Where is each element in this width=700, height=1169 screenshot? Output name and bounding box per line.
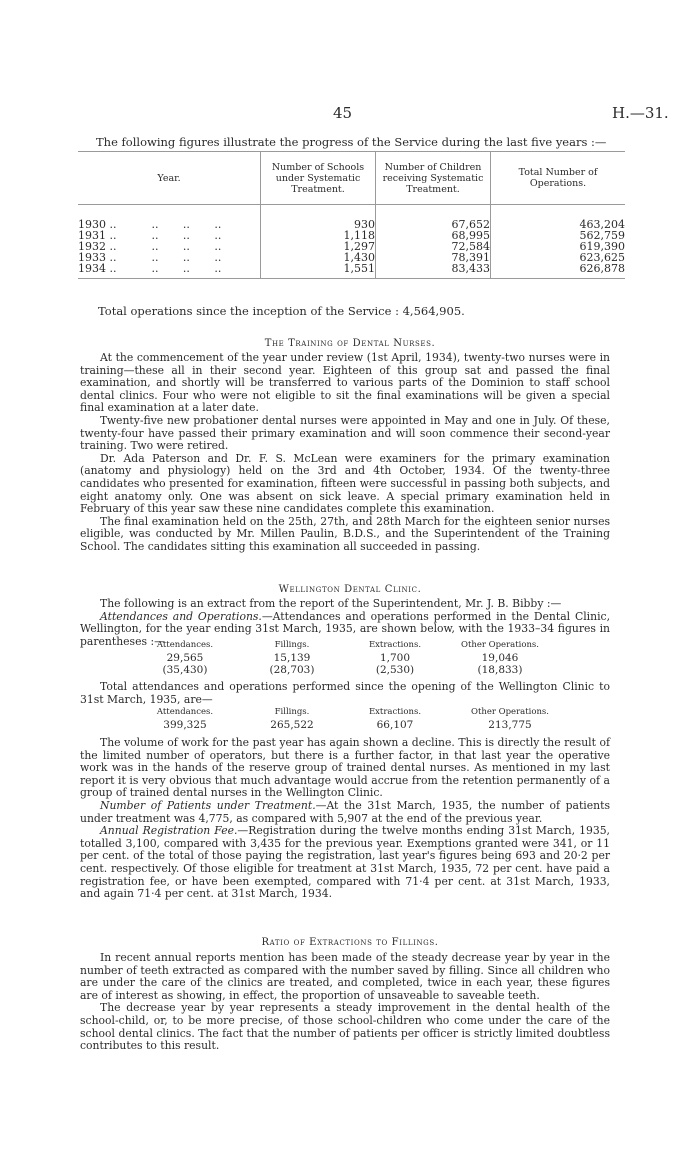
stat-attendances-prev: (35,430) <box>162 664 208 676</box>
fee-paragraph <box>80 825 610 901</box>
cell-schools: 1,430 <box>261 252 376 263</box>
cell-children: 83,433 <box>376 263 491 279</box>
patients-text: —At the 31st March, 1935, the number of patients under treatment was 4,775, as compared with 5,907 at the end of the previous year. <box>80 798 610 825</box>
stat-extractions: 1,700 <box>379 652 411 664</box>
training-heading: The Training of Dental Nurses. <box>264 338 436 349</box>
table-row: 1933 .. .. .. .. 1,430 78,391 623,625 <box>78 251 625 264</box>
cell-children: 68,995 <box>376 230 491 241</box>
patients-title: Number of Patients under Treatment. <box>100 798 316 812</box>
wellington-heading: Wellington Dental Clinic. <box>278 584 422 595</box>
stat-label-extractions: Extractions. <box>368 640 422 650</box>
table-row: 1934 .. .. .. .. 1,551 83,433 626,878 <box>78 263 625 279</box>
fee-title: Annual Registration Fee. <box>100 824 238 838</box>
table-header-row <box>78 152 625 205</box>
page-number: 45 <box>333 104 353 122</box>
stat-label-extractions: Extractions. <box>368 707 422 717</box>
table-row: 1932 .. .. .. .. 1,297 72,584 619,390 <box>78 240 625 253</box>
stat-label-attendances: Attendances. <box>156 640 214 650</box>
stat-label-other: Other Operations. <box>470 707 549 717</box>
col-operations: Total Number of Operations. <box>491 152 626 205</box>
cell-operations: 463,204 <box>491 219 626 230</box>
total-fillings: 265,522 <box>270 719 314 731</box>
total-operations: Total operations since the inception of the Service : 4,564,905. <box>98 304 465 318</box>
stat-other: 19,046 <box>481 652 519 664</box>
total-attendances: 399,325 <box>163 719 207 731</box>
wellington-intro: The following is an extract from the report of the Superintendent, Mr. J. B. Bibby :— <box>100 597 562 610</box>
stats-current-row <box>0 652 700 664</box>
cell-children: 78,391 <box>376 252 491 263</box>
col-schools: Number of Schools under Systematic Treatment. <box>261 152 376 205</box>
ratio-heading: Ratio of Extractions to Fillings. <box>261 937 439 948</box>
cell-operations: 623,625 <box>491 252 626 263</box>
stats-total <box>0 707 700 731</box>
total-extractions: 66,107 <box>376 719 414 731</box>
stat-label-fillings: Fillings. <box>274 707 310 717</box>
volume-paragraph: The volume of work for the past year has again shown a decline. This is directly the result of the limited number of operators, but there is a further factor, in that last year the operative work was in the hands of the reserve group of trained dental nurses. As mentioned in my last report it is very obvious that much advantage would accrue from the retention permanently of a group of trained dental nurses in the Wellington Clinic. <box>80 736 610 800</box>
cell-year: 1931 <box>78 229 106 242</box>
total-other: 213,775 <box>488 719 532 731</box>
training-paragraph: Twenty-five new probationer dental nurses were appointed in May and one in July. Of these, twenty-four have passed their primary examination and will soon commence their second-year training. Two were retired. <box>80 413 610 453</box>
training-paragraph: At the commencement of the year under review (1st April, 1934), twenty-two nurses were in training—these all in their second year. Eighteen of this group sat and passed the final examination, and shortly will be transferred to various parts of the Dominion to staff school dental clinics. Four who were not eligible to sit the final examinations will be given a special final examination at a later date. <box>80 351 610 415</box>
stats-previous-row <box>0 664 700 676</box>
ratio-paragraph: The decrease year by year represents a steady improvement in the dental health of the school-child, or, to be more precise, of those school-children who come under the care of the school dental clinics. The fact that the number of patients per officer is strictly limited doubtless contributes to this result. <box>80 1001 610 1053</box>
table-row: 1931 .. .. .. .. 1,118 68,995 562,759 <box>78 229 625 242</box>
attendances-title: Attendances and Operations. <box>100 609 262 623</box>
cell-operations: 562,759 <box>491 230 626 241</box>
cell-year: 1932 <box>78 240 106 253</box>
cell-year: 1930 <box>78 218 106 231</box>
table-row: 1930 .. .. .. .. 930 67,652 463,204 <box>78 218 625 231</box>
stat-fillings-prev: (28,703) <box>269 664 315 676</box>
total-attendance-block <box>80 681 610 706</box>
attendances-text: —Attendances and operations performed in the Dental Clinic, Wellington, for the year ending 31st March, 1935, are shown below, with the 1933–34 figures in parentheses :— <box>80 609 611 648</box>
cell-schools: 1,297 <box>261 241 376 252</box>
col-children: Number of Children receiving Systematic Treatment. <box>376 152 491 205</box>
progress-table <box>78 151 625 279</box>
cell-operations: 626,878 <box>491 263 626 279</box>
stat-fillings: 15,139 <box>273 652 311 664</box>
patients-paragraph <box>80 800 610 825</box>
training-paragraph: The final examination held on the 25th, 27th, and 28th March for the eighteen senior nurses eligible, was conducted by Mr. Millen Paulin, B.D.S., and the Superintendent of the Training School. The candidates sitting this examination all succeeded in passing. <box>80 514 610 553</box>
stats-total-row <box>0 719 700 731</box>
cell-children: 67,652 <box>376 219 491 230</box>
stat-label-fillings: Fillings. <box>274 640 310 650</box>
cell-children: 72,584 <box>376 241 491 252</box>
document-reference: H.—31. <box>612 104 669 122</box>
cell-year: 1934 <box>78 262 106 275</box>
total-attendance-text: Total attendances and operations performed since the opening of the Wellington Clinic to 31st March, 1935, are— <box>80 680 610 706</box>
cell-schools: 1,551 <box>261 263 376 279</box>
ratio-section <box>80 952 610 1053</box>
table-intro: The following figures illustrate the progress of the Service during the last five years :— <box>96 135 607 149</box>
fee-text: —Registration during the twelve months ending 31st March, 1935, totalled 3,100, compared with 3,435 for the previous year. Exemptions granted were 341, or 11 per cent. of the total of those paying the registration, last year's figures being 693 and 20·2 per cent. respectively. Of those eligible for treatment at 31st March, 1935, 72 per cent. have paid a registration fee, or have been exempted, compared with 71·4 per cent. at 31st March, 1933, and again 71·4 per cent. at 31st March, 1934. <box>80 824 610 901</box>
stats-total-label-row <box>0 707 700 719</box>
cell-operations: 619,390 <box>491 241 626 252</box>
cell-year: 1933 <box>78 251 106 264</box>
wellington-detail-block <box>80 737 610 901</box>
stat-attendances: 29,565 <box>166 652 204 664</box>
cell-schools: 930 <box>261 219 376 230</box>
training-paragraph: Dr. Ada Paterson and Dr. F. S. McLean were examiners for the primary examination (anatomy and physiology) held on the 3rd and 4th October, 1934. Of the twenty-three candidates who presented for examination, fifteen were successful in passing both subjects, and eight anatomy only. One was absent on sick leave. A special primary examination held in February of this year saw these nine candidates complete this examination. <box>80 451 610 516</box>
stat-other-prev: (18,833) <box>477 664 523 676</box>
col-year: Year. <box>78 152 261 205</box>
ratio-paragraph: In recent annual reports mention has been made of the steady decrease year by year in the number of teeth extracted as compared with the number saved by filling. Since all children who are under the care of the clinics are treated, and completed, twice in each year, these figures are of interest as showing, in effect, the proportion of unsaveable to saveable teeth. <box>80 951 610 1002</box>
training-section <box>80 352 610 554</box>
cell-schools: 1,118 <box>261 230 376 241</box>
stat-label-other: Other Operations. <box>460 640 539 650</box>
stats-current-year <box>0 640 700 676</box>
stat-label-attendances: Attendances. <box>156 707 214 717</box>
stat-extractions-prev: (2,530) <box>375 664 415 676</box>
stats-label-row <box>0 640 700 652</box>
